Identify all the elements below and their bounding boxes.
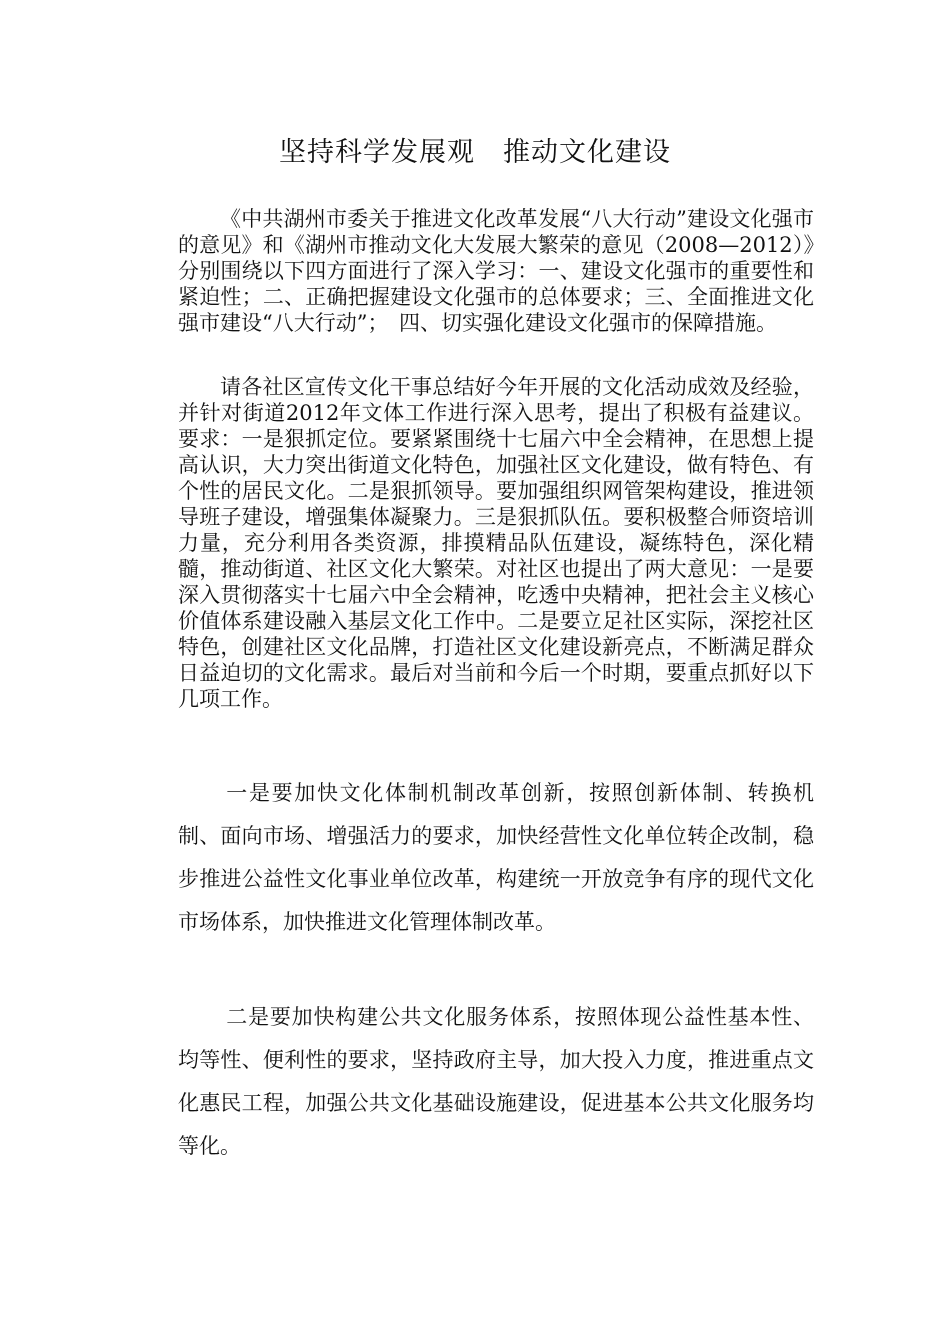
paragraph-study-summary: 《中共湖州市委关于推进文化改革发展“八大行动”建设文化强市的意见》和《湖州市推动文化大发展大繁荣的意见（2008—2012）》分别围绕以下四方面进行了深入学习：一、建设文化强市的重要性和紧迫性；二、正确把握建设文化强市的总体要求；三、全面推进文化强市建设“八大行动”； 四、切实强化建设文化强市的保障措施。 [178,207,814,335]
paragraph-task-one: 一是要加快文化体制机制改革创新，按照创新体制、转换机制、面向市场、增强活力的要求，加快经营性文化单位转企改制，稳步推进公益性文化事业单位改革，构建统一开放竞争有序的现代文化市场体系，加快推进文化管理体制改革。 [178,781,814,934]
paragraph-task-two: 二是要加快构建公共文化服务体系，按照体现公益性基本性、均等性、便利性的要求，坚持政府主导，加大投入力度，推进重点文化惠民工程，加强公共文化基础设施建设，促进基本公共文化服务均等化。 [178,1005,814,1158]
document-title: 坚持科学发展观 推动文化建设 [279,137,671,168]
paragraph-community-requirements: 请各社区宣传文化干事总结好今年开展的文化活动成效及经验，并针对街道2012年文体工作进行深入思考，提出了积极有益建议。要求：一是狠抓定位。要紧紧围绕十七届六中全会精神，在思想上提高认识，大力突出街道文化特色，加强社区文化建设，做有特色、有个性的居民文化。二是狠抓领导。要加强组织网管架构建设，推进领导班子建设，增强集体凝聚力。三是狠抓队伍。要积极整合师资培训力量，充分利用各类资源，排摸精品队伍建设，凝练特色，深化精髓，推动街道、社区文化大繁荣。对社区也提出了两大意见：一是要深入贯彻落实十七届六中全会精神，吃透中央精神，把社会主义核心价值体系建设融入基层文化工作中。二是要立足社区实际，深挖社区特色，创建社区文化品牌，打造社区文化建设新亮点，不断满足群众日益迫切的文化需求。最后对当前和今后一个时期，要重点抓好以下几项工作。 [178,375,814,711]
